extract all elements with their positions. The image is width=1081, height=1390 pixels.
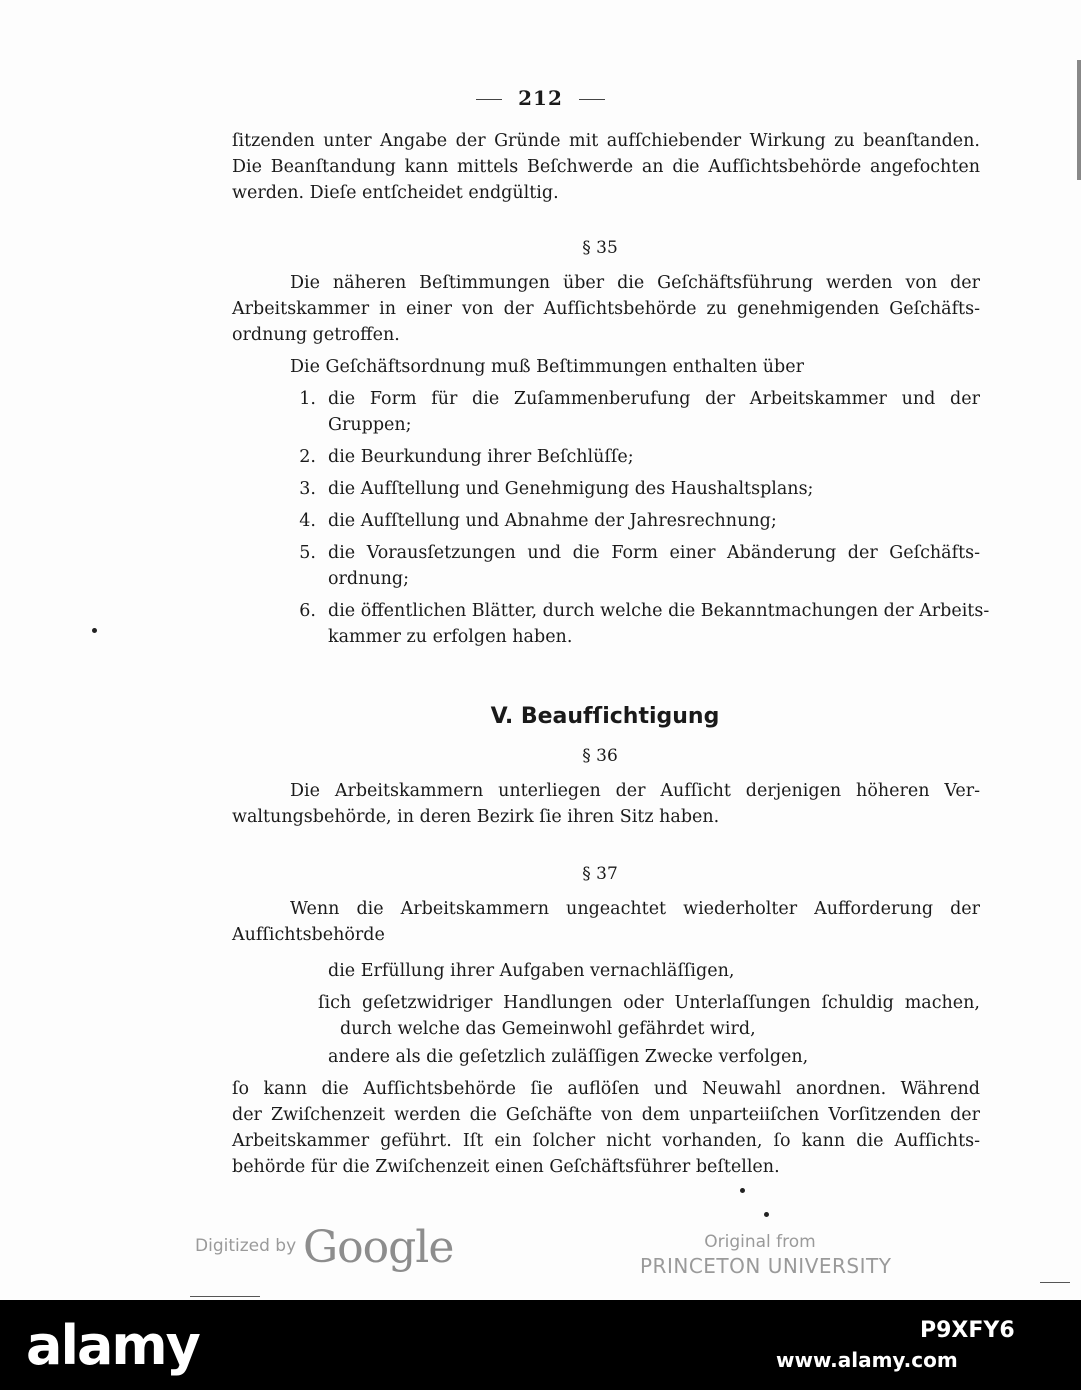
google-logo: Google <box>303 1222 454 1273</box>
text-line: Die näheren Beſtimmungen über die Geſchäftsführung werden von der <box>290 273 980 293</box>
list-item-text: die Vorausſetzungen und die Form einer Abänderung der Geſchäfts- <box>328 543 980 563</box>
chapter-heading: V. Beaufſichtigung <box>490 704 720 729</box>
list-item-text: ordnung; <box>328 569 410 589</box>
text-line: Aufſichtsbehörde <box>232 925 385 945</box>
list-item-number: 2. <box>299 447 316 467</box>
alamy-logo: alamy <box>26 1314 199 1377</box>
list-item-number: 6. <box>299 601 316 621</box>
section-37-label: § 37 <box>582 864 618 884</box>
condition-line: die Erfüllung ihrer Aufgaben vernachläſſigen, <box>328 961 735 981</box>
condition-line: durch welche das Gemeinwohl gefährdet wird, <box>340 1019 756 1039</box>
list-item-text: die öffentlichen Blätter, durch welche die Bekanntmachungen der Arbeits- <box>328 601 990 621</box>
text-line: Die Beanſtandung kann mittels Beſchwerde an die Aufſichtsbehörde angefochten <box>232 157 980 177</box>
text-line: Die Arbeitskammern unterliegen der Aufſicht derjenigen höheren Ver- <box>290 781 980 801</box>
text-line: werden. Dieſe entſcheidet endgültig. <box>232 183 559 203</box>
page-number-text: 212 <box>518 86 563 110</box>
list-item-text: die Aufſtellung und Genehmigung des Haushaltsplans; <box>328 479 814 499</box>
institution-label: PRINCETON UNIVERSITY <box>640 1254 892 1278</box>
list-item-text: Gruppen; <box>328 415 412 435</box>
digitized-by-label: Digitized by <box>195 1236 297 1256</box>
condition-line: andere als die geſetzlich zuläſſigen Zwecke verfolgen, <box>328 1047 809 1067</box>
speck <box>764 1212 769 1217</box>
list-item-text: die Beurkundung ihrer Beſchlüſſe; <box>328 447 634 467</box>
original-from-label: Original from <box>704 1232 816 1252</box>
section-35-label: § 35 <box>582 238 618 258</box>
text-line: behörde für die Zwiſchenzeit einen Geſchäftsführer beſtellen. <box>232 1157 780 1177</box>
footer-rule <box>1040 1282 1070 1283</box>
list-item-number: 4. <box>299 511 316 531</box>
text-line: der Zwiſchenzeit werden die Geſchäfte von dem unparteiiſchen Vorſitzenden der <box>232 1105 980 1125</box>
dash-left <box>476 99 502 100</box>
speck <box>92 628 97 633</box>
image-id: P9XFY6 <box>920 1318 1015 1343</box>
text-line: ordnung getroffen. <box>232 325 400 345</box>
text-line: waltungsbehörde, in deren Bezirk ſie ihren Sitz haben. <box>232 807 720 827</box>
section-36-label: § 36 <box>582 746 618 766</box>
speck <box>740 1188 745 1193</box>
condition-line: ſich geſetzwidriger Handlungen oder Unterlaſſungen ſchuldig machen, <box>318 993 980 1013</box>
page-edge-shadow <box>1077 60 1081 180</box>
footer-rule <box>190 1296 260 1297</box>
text-line: Arbeitskammer geführt. Iſt ein ſolcher nicht vorhanden, ſo kann die Aufſichts- <box>232 1131 980 1151</box>
page-number <box>0 86 1081 110</box>
text-line: Wenn die Arbeitskammern ungeachtet wiederholter Aufforderung der <box>290 899 980 919</box>
list-item-text: kammer zu erfolgen haben. <box>328 627 573 647</box>
alamy-url: www.alamy.com <box>776 1348 958 1372</box>
text-line: Arbeitskammer in einer von der Aufſichtsbehörde zu genehmigenden Geſchäfts- <box>232 299 980 319</box>
list-item-number: 1. <box>299 389 316 409</box>
dash-right <box>579 99 605 100</box>
list-item-text: die Form für die Zuſammenberufung der Arbeitskammer und der <box>328 389 980 409</box>
list-item-text: die Aufſtellung und Abnahme der Jahresrechnung; <box>328 511 777 531</box>
text-line: ſitzenden unter Angabe der Gründe mit aufſchiebender Wirkung zu beanſtanden. <box>232 131 980 151</box>
text-line: Die Geſchäftsordnung muß Beſtimmungen enthalten über <box>290 357 804 377</box>
list-item-number: 3. <box>299 479 316 499</box>
list-item-number: 5. <box>299 543 316 563</box>
text-line: ſo kann die Aufſichtsbehörde ſie auflöſen und Neuwahl anordnen. Während <box>232 1079 980 1099</box>
